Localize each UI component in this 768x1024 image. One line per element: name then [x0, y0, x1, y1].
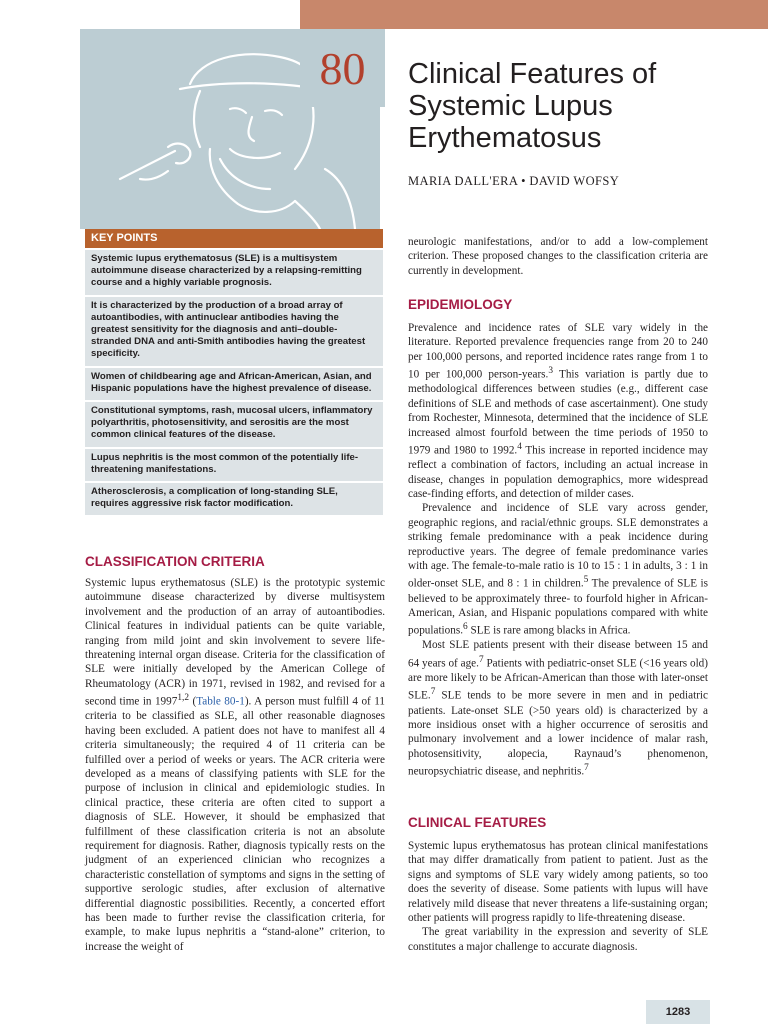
- key-point: Atherosclerosis, a complication of long-standing SLE, requires aggressive risk factor modification.: [85, 483, 383, 515]
- title-line: Clinical Features of: [408, 58, 657, 90]
- key-points-box: [85, 229, 383, 515]
- page-number: 1283: [646, 1000, 710, 1024]
- key-points-heading: KEY POINTS: [85, 229, 383, 248]
- key-point: Systemic lupus erythematosus (SLE) is a multisystem autoimmune disease characterized by a relapsing-remitting course and a highly variable prognosis.: [85, 250, 383, 295]
- continued-paragraph: neurologic manifestations, and/or to add a low-complement criterion. These proposed changes to the classification criteria are currently in development.: [408, 236, 708, 277]
- key-point: Lupus nephritis is the most common of the potentially life-threatening manifestations.: [85, 449, 383, 481]
- key-point: Constitutional symptoms, rash, mucosal ulcers, inflammatory polyarthritis, photosensitivity, and serositis are the most common clinical features of the disease.: [85, 402, 383, 447]
- right-column-intro: [408, 235, 708, 278]
- clinical-paragraph: Systemic lupus erythematosus has protean clinical manifestations that may differ dramatically from patient to patient. Just as the signs and symptoms of SLE vary widely among patients, so too does the severity of disease. Some patients with lupus will have relatively mild disease that never threatens a life-sustaining organ; other patients will progress rapidly to life-threatening disease.: [408, 840, 708, 925]
- top-banner: [300, 0, 768, 29]
- chapter-title: [408, 58, 748, 154]
- epidemiology-heading: EPIDEMIOLOGY: [408, 297, 513, 312]
- clinical-features-body: [408, 839, 708, 954]
- clinical-paragraph: The great variability in the expression and severity of SLE constitutes a major challenge to accurate diagnosis.: [408, 926, 708, 953]
- epidemiology-paragraph: Prevalence and incidence of SLE vary across gender, geographic regions, and racial/ethnic groups. SLE demonstrates a striking female predominance with a peak incidence during reproductive years. The degree of female predominance varies with age. The female-to-male ratio is 10 to 15 : 1 in adults, 3 : 1 in older-onset SLE, and 8 : 1 in children.$^5$ The prevalence of SLE is believed to be approximately three- to fourfold higher in African-American, Asian, and Hispanic populations compared with white populations.$^6$ SLE is rare among blacks in Africa.: [408, 502, 708, 638]
- authors: MARIA DALL'ERA • DAVID WOFSY: [408, 174, 620, 188]
- key-point: It is characterized by the production of a broad array of autoantibodies, with antinuclear antibodies having the greatest sensitivity for the diagnosis and anti–double-stranded DNA and anti-Smith antibodies having the greatest specificity.: [85, 297, 383, 366]
- epidemiology-paragraph: Most SLE patients present with their disease between 15 and 64 years of age.$^7$ Patients with pediatric-onset SLE (<16 years old) are more likely to be African-American than those with later-onset SLE.$^7$ SLE tends to be more severe in men and in pediatric patients. Late-onset SLE (>50 years old) is characterized by a more insidious onset with a higher occurrence of serositis and pulmonary involvement and a lower incidence of malar rash, photosensitivity, alopecia, Raynaud’s phenomenon, neuropsychiatric disease, and nephritis.$^7$: [408, 639, 709, 778]
- epidemiology-paragraph: Prevalence and incidence rates of SLE vary widely in the literature. Reported prevalence frequencies range from 20 to 240 per 100,000 persons, and reported incidence rates range from 1 to 10 per 100,000 person-years.$^3$ This variation is partly due to methodological differences between studies (e.g., different case definitions of SLE and methods of case ascertainment). One study from Rochester, Minnesota, determined that the incidence of SLE increased almost fourfold between the time periods of 1950 to 1979 and 1980 to 1992.$^4$ This increase in reported incidence may reflect a combination of factors, including an actual increase in disease, changes in population demographics, more widespread case-finding efforts, and detection of milder cases.: [408, 322, 708, 500]
- classification-heading: CLASSIFICATION CRITERIA: [85, 554, 265, 569]
- title-line: Erythematosus: [408, 122, 602, 154]
- left-column-body: [85, 576, 385, 954]
- clinical-features-heading: CLINICAL FEATURES: [408, 815, 547, 830]
- key-point: Women of childbearing age and African-American, Asian, and Hispanic populations have the highest prevalence of disease.: [85, 368, 383, 400]
- chapter-number: 80: [300, 29, 385, 107]
- classification-paragraph: Systemic lupus erythematosus (SLE) is the prototypic systemic autoimmune disease characterized by diverse multisystem involvement and the production of an array of autoantibodies. Clinical features in individual patients can be quite variable, ranging from mild joint and skin involvement to severe life-threatening internal organ disease. Criteria for the classification of SLE were initially developed by the American College of Rheumatology (ACR) in 1971, revised in 1982, and revised for a second time in 1997$^{1,2}$ (Table 80-1). A person must fulfill 4 of 11 criteria to be classified as SLE, all other reasonable diagnoses having been excluded. A patient does not have to manifest all 4 criteria simultaneously; the required 4 of 11 criteria can be fulfilled over a period of weeks or years. The ACR criteria were developed as a means of classifying patients with SLE for the purpose of inclusion in clinical and epidemiologic studies. In clinical practice, these criteria are often cited to support a diagnosis of SLE. However, it should be emphasized that fulfillment of these classification criteria is not an absolute requirement for diagnosis. Rather, diagnosis typically rests on the judgment of an experienced clinician who recognizes a characteristic constellation of symptoms and signs in the setting of supportive serologic studies, after exclusion of alternative differential diagnostic possibilities. Recently, a concerted effort has been made to further revise the classification criteria, for example, to make lupus nephritis a “stand-alone” criterion, to increase the weight of: [85, 577, 385, 953]
- table-link[interactable]: Table 80-1: [196, 695, 245, 708]
- title-line: Systemic Lupus: [408, 90, 613, 122]
- epidemiology-body: [408, 321, 708, 779]
